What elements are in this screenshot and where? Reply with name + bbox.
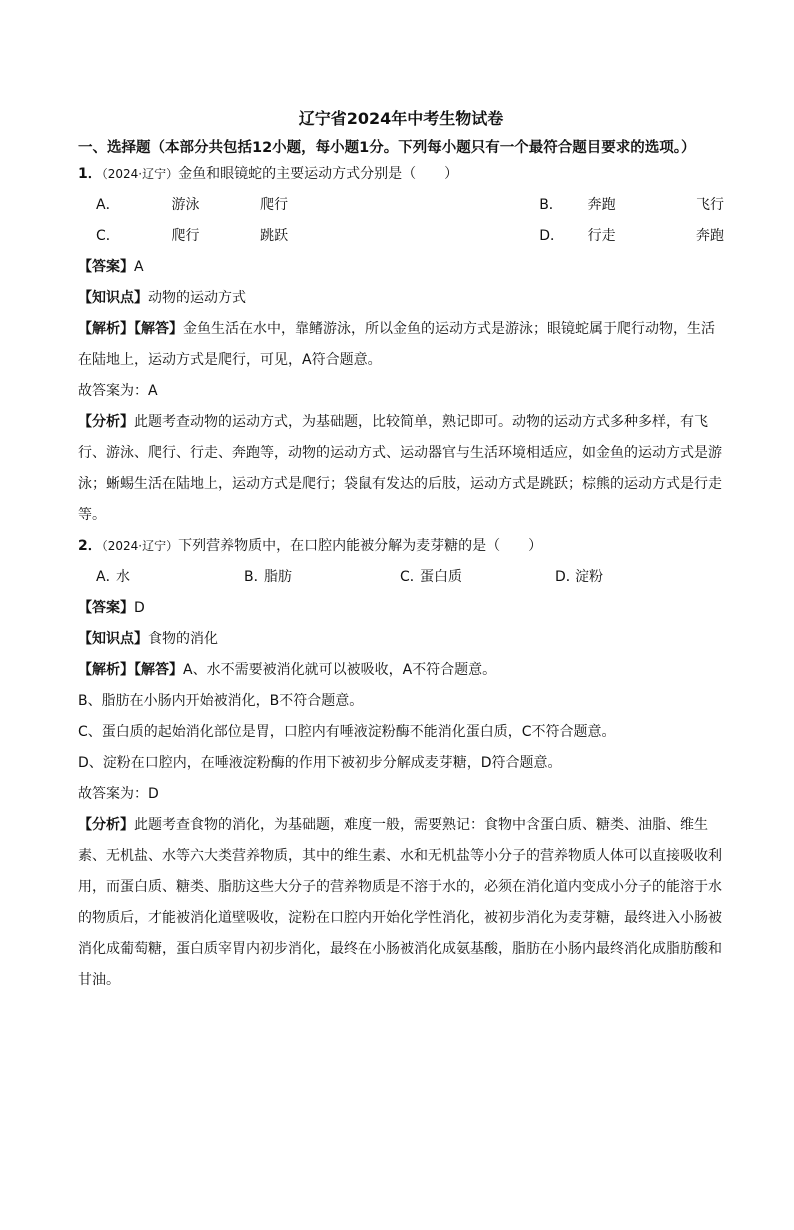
question-1-explanation	[78, 407, 724, 531]
option-c-letter: C．	[96, 228, 120, 244]
question-1-knowledge-point	[78, 283, 724, 314]
option-a-text-2: 爬行	[260, 197, 289, 213]
option-d-letter: D．	[555, 569, 580, 585]
option-b-text-1: 奔跑	[587, 197, 616, 213]
option-d-text: 淀粉	[575, 569, 603, 585]
analysis-text-a: A、水不需要被消化就可以被吸收，A不符合题意。	[183, 662, 497, 678]
option-c-text: 蛋白质	[420, 569, 462, 585]
option-a-letter: A．	[96, 197, 120, 213]
question-2-final-answer: 故答案为：D	[78, 786, 159, 802]
explanation-label: 【分析】	[78, 817, 134, 833]
analysis-text: 金鱼生活在水中，靠鳍游泳，所以金鱼的运动方式是游泳；眼镜蛇属于爬行动物，生活在陆地上，运动方式是爬行，可见，A符合题意。	[78, 321, 715, 368]
option-a-text: 水	[116, 569, 130, 585]
question-2-options	[78, 562, 724, 593]
question-text: 金鱼和眼镜蛇的主要运动方式分别是（ ）	[178, 166, 459, 182]
question-2-explanation	[78, 810, 724, 996]
explanation-text: 此题考查食物的消化，为基础题，难度一般，需要熟记：食物中含蛋白质、糖类、油脂、维生素、无机盐、水等六大类营养物质，其中的维生素、水和无机盐等小分子的营养物质人体可以直接吸收利用，而蛋白质、糖类、脂肪这些大分子的营养物质是不溶于水的，必须在消化道内变成小分子的能溶于水的物质后，才能被消化道壁吸收，淀粉在口腔内开始化学性消化，被初步消化为麦芽糖，最终进入小肠被消化成葡萄糖，蛋白质宰胃内初步消化，最终在小肠被消化成氨基酸，脂肪在小肠内最终消化成脂肪酸和甘油。	[78, 817, 722, 988]
option-d-text-1: 行走	[587, 228, 616, 244]
option-c-text-1: 爬行	[171, 228, 200, 244]
option-b-text: 脂肪	[264, 569, 292, 585]
question-1-answer	[78, 252, 724, 283]
question-2-analysis-a	[78, 655, 724, 686]
question-1-stem	[78, 159, 724, 190]
question-1-analysis	[78, 314, 724, 376]
question-1-options-row-1	[78, 190, 724, 221]
knowledge-label: 【知识点】	[78, 290, 148, 306]
knowledge-value: 动物的运动方式	[148, 290, 246, 306]
question-2-answer	[78, 593, 724, 624]
question-2-knowledge-point	[78, 624, 724, 655]
section-heading: 一、选择题（本部分共包括12小题，每小题1分。下列每小题只有一个最符合题目要求的选项。）	[78, 140, 696, 156]
option-a-text-1: 游泳	[171, 197, 200, 213]
answer-value: A	[134, 259, 144, 275]
question-2-analysis-c: C、蛋白质的起始消化部位是胃，口腔内有唾液淀粉酶不能消化蛋白质，C不符合题意。	[78, 724, 616, 740]
option-b-text-2: 飞行	[696, 197, 725, 213]
option-c-letter: C．	[400, 569, 424, 585]
question-1-final-answer: 故答案为：A	[78, 383, 158, 399]
answer-label: 【答案】	[78, 600, 134, 616]
option-b-letter: B．	[539, 197, 563, 213]
question-1-options-row-2	[78, 221, 724, 252]
option-b-letter: B．	[244, 569, 268, 585]
knowledge-value: 食物的消化	[148, 631, 218, 647]
question-2-analysis-d: D、淀粉在口腔内，在唾液淀粉酶的作用下被初步分解成麦芽糖，D符合题意。	[78, 755, 562, 771]
question-number: 2．	[78, 538, 102, 554]
option-c-text-2: 跳跃	[260, 228, 289, 244]
option-d-letter: D．	[539, 228, 564, 244]
option-d-text-2: 奔跑	[696, 228, 725, 244]
knowledge-label: 【知识点】	[78, 631, 148, 647]
question-2-stem	[78, 531, 724, 562]
analysis-label: 【解析】【解答】	[78, 662, 183, 678]
answer-label: 【答案】	[78, 259, 134, 275]
analysis-label: 【解析】【解答】	[78, 321, 183, 337]
option-a-letter: A．	[96, 569, 120, 585]
page-title: 辽宁省2024年中考生物试卷	[298, 109, 504, 128]
answer-value: D	[134, 600, 145, 616]
document-page	[0, 107, 794, 1230]
question-2-analysis-b: B、脂肪在小肠内开始被消化，B不符合题意。	[78, 693, 364, 709]
question-source: （2024·辽宁）	[101, 539, 179, 553]
question-text: 下列营养物质中，在口腔内能被分解为麦芽糖的是（ ）	[178, 538, 543, 554]
explanation-text: 此题考查动物的运动方式，为基础题，比较简单，熟记即可。动物的运动方式多种多样，有飞行、游泳、爬行、行走、奔跑等，动物的运动方式、运动器官与生活环境相适应，如金鱼的运动方式是游泳；蜥蜴生活在陆地上，运动方式是爬行；袋鼠有发达的后肢，运动方式是跳跃；棕熊的运动方式是行走等。	[78, 414, 722, 523]
question-number: 1．	[78, 166, 102, 182]
explanation-label: 【分析】	[78, 414, 134, 430]
question-source: （2024·辽宁）	[101, 167, 179, 181]
